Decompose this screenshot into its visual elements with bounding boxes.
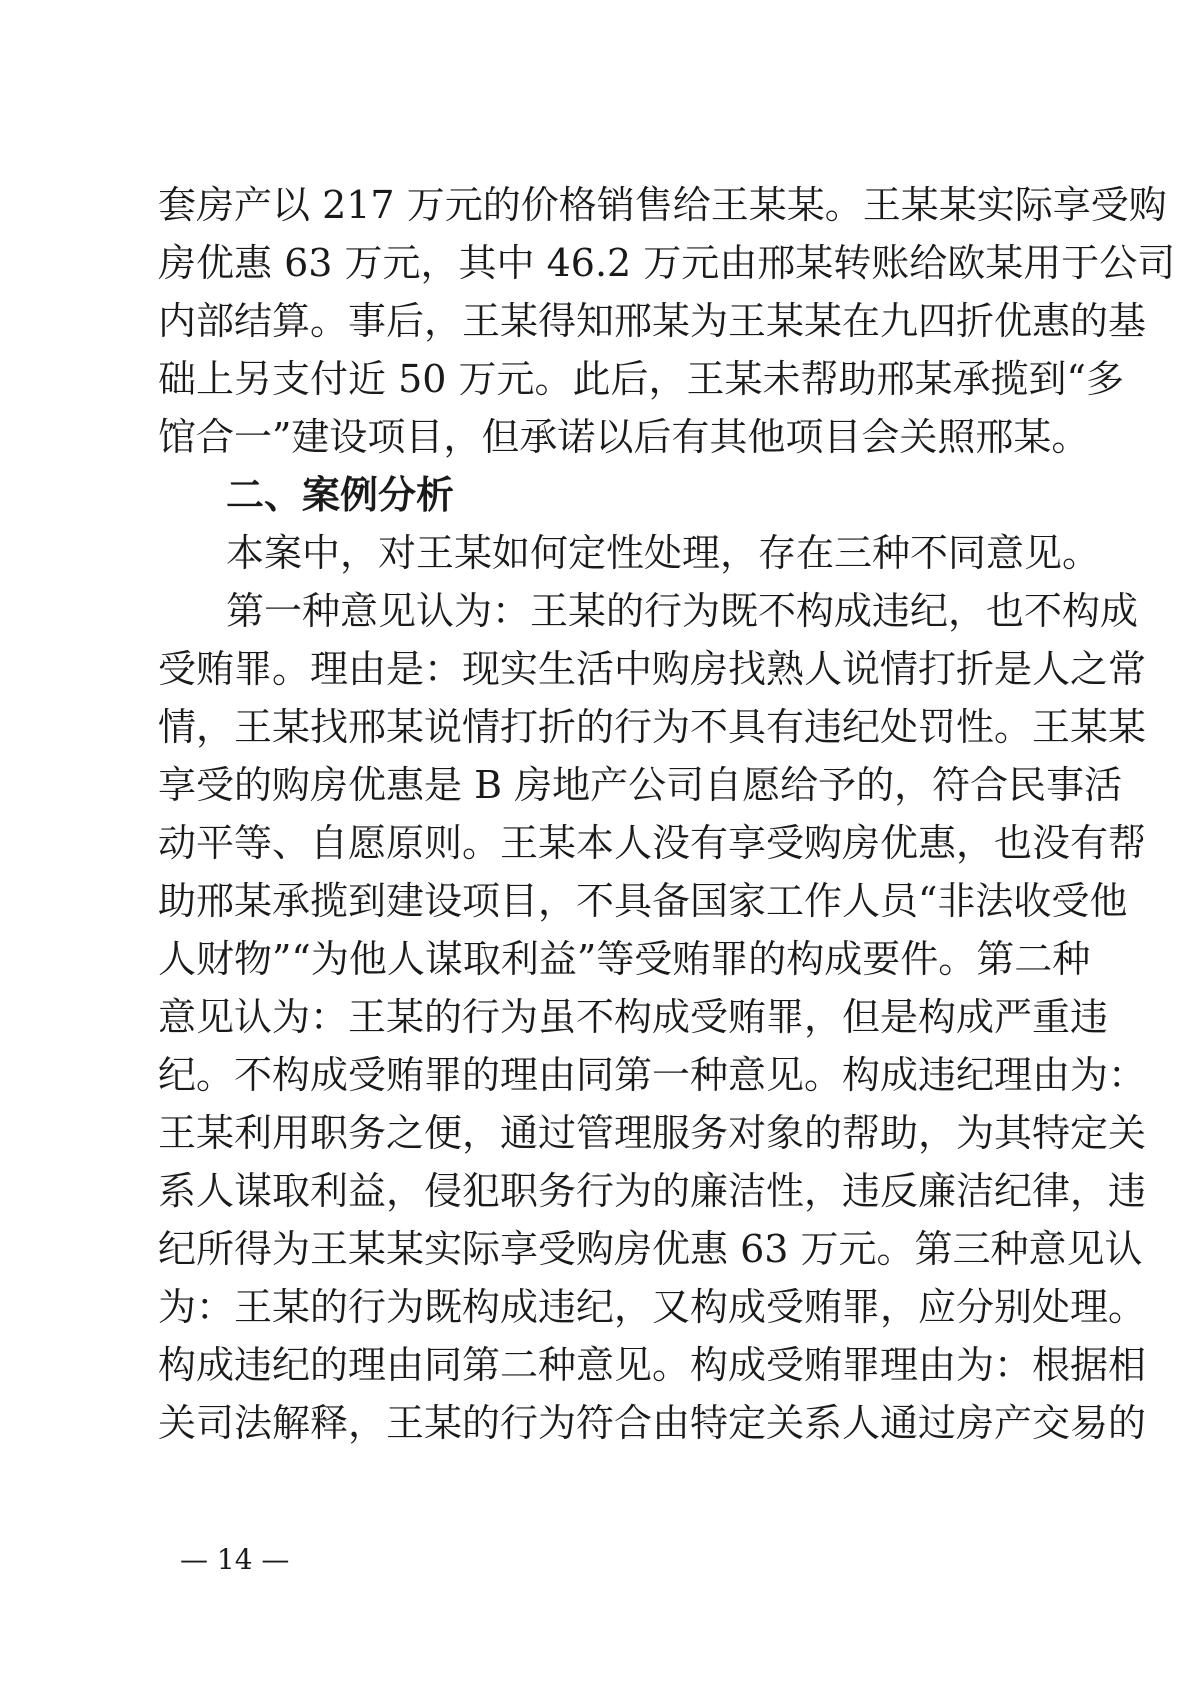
text-line-19: 纪所得为王某某实际享受购房优惠 63 万元。第三种意见认 bbox=[158, 1227, 1143, 1271]
text-line-13: 助邢某承揽到建设项目，不具备国家工作人员“非法收受他 bbox=[158, 879, 1128, 923]
text-line-16: 纪。不构成受贿罪的理由同第一种意见。构成违纪理由为： bbox=[158, 1053, 1147, 1097]
text-line-18: 系人谋取利益，侵犯职务行为的廉洁性，违反廉洁纪律，违 bbox=[158, 1169, 1147, 1213]
section-heading: 二、案例分析 bbox=[226, 473, 455, 517]
text-line-7: 本案中，对王某如何定性处理，存在三种不同意见。 bbox=[226, 531, 1101, 575]
text-line-20: 为：王某的行为既构成违纪，又构成受贿罪，应分别处理。 bbox=[158, 1285, 1147, 1329]
text-line-2: 房优惠 63 万元，其中 46.2 万元由邢某转账给欧某用于公司 bbox=[158, 241, 1176, 285]
text-line-11: 享受的购房优惠是 B 房地产公司自愿给予的，符合民事活 bbox=[158, 763, 1123, 807]
page-number: — 14 — bbox=[180, 1543, 290, 1576]
text-line-8: 第一种意见认为：王某的行为既不构成违纪，也不构成 bbox=[226, 589, 1139, 633]
text-line-5: 馆合一”建设项目，但承诺以后有其他项目会关照邢某。 bbox=[158, 415, 1090, 459]
text-line-14: 人财物”“为他人谋取利益”等受贿罪的构成要件。第二种 bbox=[158, 937, 1091, 981]
text-line-12: 动平等、自愿原则。王某本人没有享受购房优惠，也没有帮 bbox=[158, 821, 1147, 865]
text-line-3: 内部结算。事后，王某得知邢某为王某某在九四折优惠的基 bbox=[158, 299, 1147, 343]
text-line-17: 王某利用职务之便，通过管理服务对象的帮助，为其特定关 bbox=[158, 1111, 1147, 1155]
text-line-10: 情，王某找邢某说情打折的行为不具有违纪处罚性。王某某 bbox=[158, 705, 1147, 749]
text-line-1: 套房产以 217 万元的价格销售给王某某。王某某实际享受购 bbox=[158, 183, 1167, 227]
text-line-15: 意见认为：王某的行为虽不构成受贿罪，但是构成严重违 bbox=[158, 995, 1109, 1039]
text-line-9: 受贿罪。理由是：现实生活中购房找熟人说情打折是人之常 bbox=[158, 647, 1147, 691]
text-line-4: 础上另支付近 50 万元。此后，王某未帮助邢某承揽到“多 bbox=[158, 357, 1124, 401]
text-line-22: 关司法解释，王某的行为符合由特定关系人通过房产交易的 bbox=[158, 1401, 1147, 1445]
text-line-21: 构成违纪的理由同第二种意见。构成受贿罪理由为：根据相 bbox=[158, 1343, 1147, 1387]
